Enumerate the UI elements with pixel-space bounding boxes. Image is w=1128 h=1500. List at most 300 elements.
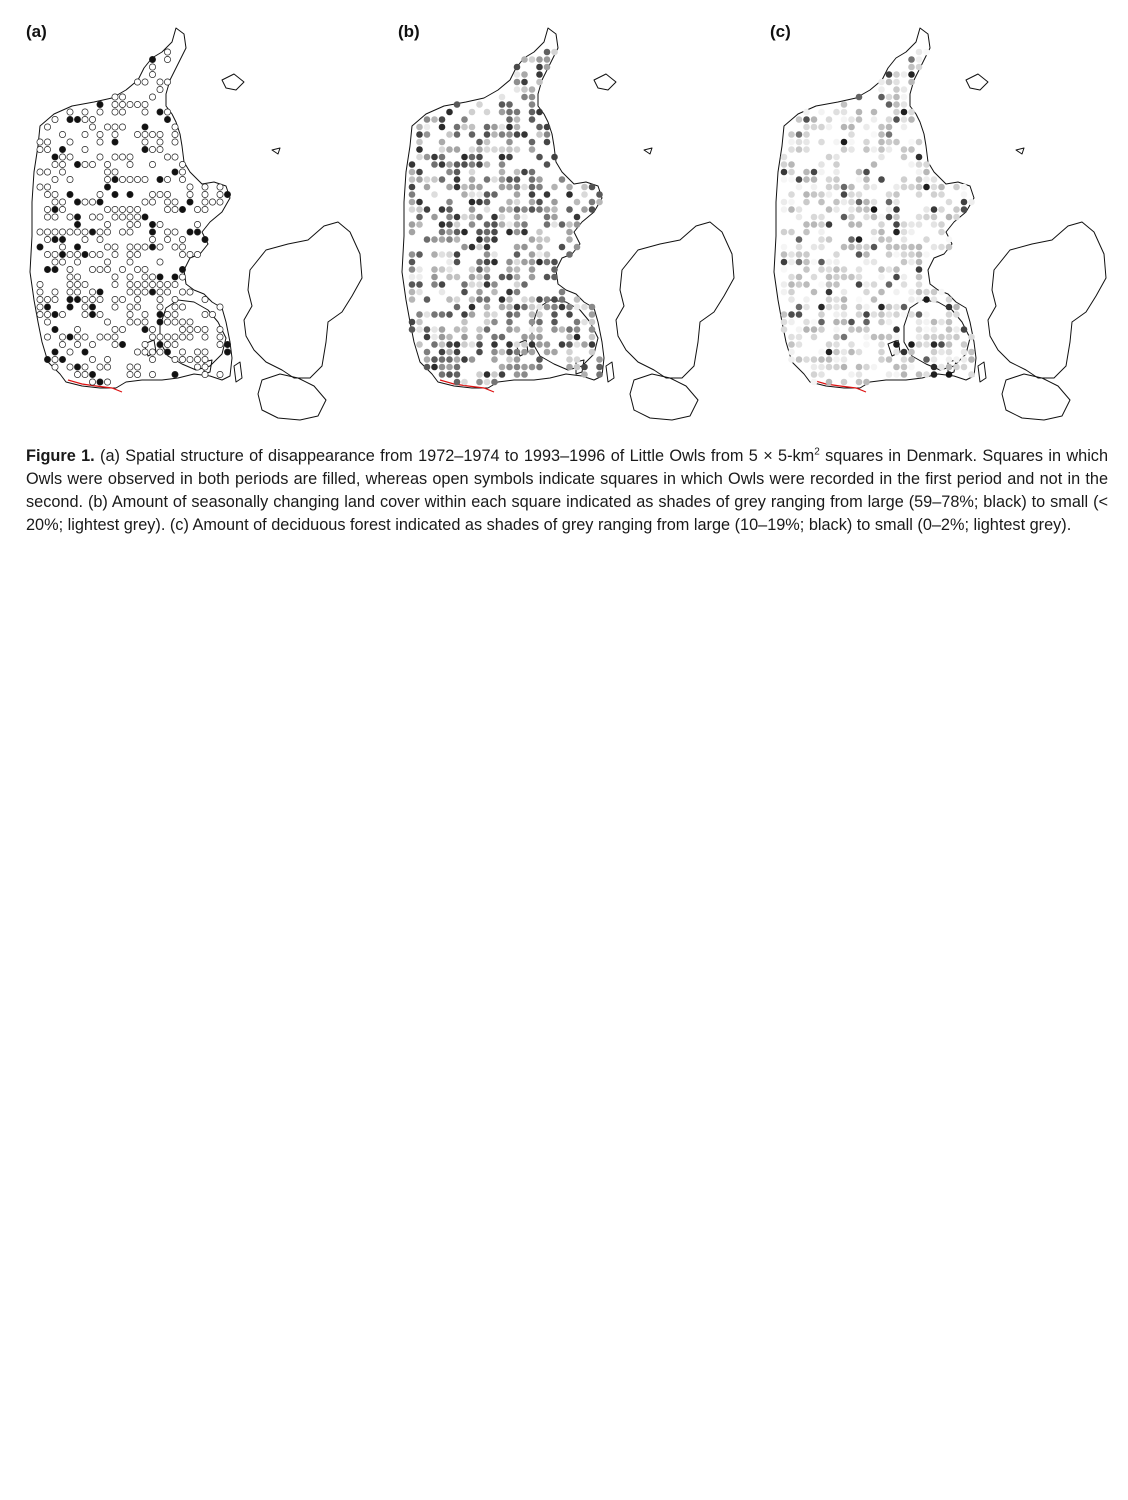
shaded-square-marker	[878, 334, 885, 341]
open-square-marker	[37, 169, 43, 175]
filled-square-marker	[142, 326, 148, 332]
filled-square-marker	[224, 349, 230, 355]
shaded-square-marker	[461, 229, 468, 236]
shaded-square-marker	[796, 281, 803, 288]
shaded-square-marker	[566, 229, 573, 236]
coastline	[966, 74, 988, 90]
shaded-square-marker	[931, 184, 938, 191]
open-square-marker	[209, 199, 215, 205]
filled-square-marker	[59, 236, 65, 242]
shaded-square-marker	[484, 146, 491, 153]
shaded-square-marker	[818, 311, 825, 318]
shaded-square-marker	[833, 326, 840, 333]
shaded-square-marker	[833, 274, 840, 281]
open-square-marker	[37, 184, 43, 190]
open-square-marker	[217, 334, 223, 340]
shaded-square-marker	[439, 206, 446, 213]
open-square-marker	[112, 169, 118, 175]
shaded-square-marker	[818, 191, 825, 198]
shaded-square-marker	[878, 79, 885, 86]
shaded-square-marker	[781, 161, 788, 168]
shaded-square-marker	[833, 176, 840, 183]
filled-square-marker	[59, 251, 65, 257]
shaded-square-marker	[491, 146, 498, 153]
shaded-square-marker	[908, 116, 915, 123]
open-square-marker	[179, 334, 185, 340]
shaded-square-marker	[886, 356, 893, 363]
shaded-square-marker	[878, 124, 885, 131]
shaded-square-marker	[901, 304, 908, 311]
shaded-square-marker	[893, 191, 900, 198]
open-square-marker	[37, 146, 43, 152]
shaded-square-marker	[953, 184, 960, 191]
shaded-square-marker	[559, 289, 566, 296]
shaded-square-marker	[544, 161, 551, 168]
shaded-square-marker	[536, 326, 543, 333]
shaded-square-marker	[566, 304, 573, 311]
shaded-square-marker	[908, 221, 915, 228]
shaded-square-marker	[514, 281, 521, 288]
open-square-marker	[119, 124, 125, 130]
shaded-square-marker	[514, 259, 521, 266]
open-square-marker	[202, 199, 208, 205]
shaded-square-marker	[461, 356, 468, 363]
open-square-marker	[134, 364, 140, 370]
shaded-square-marker	[946, 236, 953, 243]
shaded-square-marker	[484, 236, 491, 243]
open-square-marker	[44, 236, 50, 242]
shaded-square-marker	[514, 116, 521, 123]
shaded-square-marker	[848, 341, 855, 348]
shaded-square-marker	[581, 319, 588, 326]
shaded-square-marker	[856, 176, 863, 183]
shaded-square-marker	[811, 221, 818, 228]
shaded-square-marker	[893, 349, 900, 356]
filled-square-marker	[179, 206, 185, 212]
open-square-marker	[97, 311, 103, 317]
open-square-marker	[104, 259, 110, 265]
shaded-square-marker	[788, 161, 795, 168]
shaded-square-marker	[484, 161, 491, 168]
shaded-square-marker	[901, 236, 908, 243]
shaded-square-marker	[544, 214, 551, 221]
shaded-square-marker	[848, 184, 855, 191]
open-square-marker	[112, 281, 118, 287]
open-square-marker	[74, 289, 80, 295]
shaded-square-marker	[946, 199, 953, 206]
shaded-square-marker	[878, 86, 885, 93]
shaded-square-marker	[409, 184, 416, 191]
shaded-square-marker	[901, 146, 908, 153]
shaded-square-marker	[469, 221, 476, 228]
shaded-square-marker	[529, 191, 536, 198]
open-square-marker	[127, 304, 133, 310]
shaded-square-marker	[484, 229, 491, 236]
shaded-square-marker	[566, 334, 573, 341]
shaded-square-marker	[476, 214, 483, 221]
shaded-square-marker	[551, 296, 558, 303]
open-square-marker	[194, 206, 200, 212]
open-square-marker	[179, 274, 185, 280]
shaded-square-marker	[476, 259, 483, 266]
shaded-square-marker	[544, 304, 551, 311]
shaded-square-marker	[901, 116, 908, 123]
open-square-marker	[112, 296, 118, 302]
shaded-square-marker	[848, 214, 855, 221]
shaded-square-marker	[476, 199, 483, 206]
shaded-square-marker	[856, 364, 863, 371]
open-square-marker	[157, 281, 163, 287]
shaded-square-marker	[439, 364, 446, 371]
open-square-marker	[149, 94, 155, 100]
shaded-square-marker	[856, 199, 863, 206]
shaded-square-marker	[409, 281, 416, 288]
shaded-square-marker	[841, 214, 848, 221]
shaded-square-marker	[491, 334, 498, 341]
shaded-square-marker	[931, 191, 938, 198]
shaded-square-marker	[886, 251, 893, 258]
shaded-square-marker	[439, 236, 446, 243]
open-square-marker	[164, 319, 170, 325]
shaded-square-marker	[811, 191, 818, 198]
shaded-square-marker	[566, 236, 573, 243]
shaded-square-marker	[529, 319, 536, 326]
shaded-square-marker	[476, 191, 483, 198]
shaded-square-marker	[826, 341, 833, 348]
open-square-marker	[157, 139, 163, 145]
shaded-square-marker	[961, 206, 968, 213]
open-square-marker	[134, 251, 140, 257]
shaded-square-marker	[431, 214, 438, 221]
open-square-marker	[149, 131, 155, 137]
shaded-square-marker	[953, 364, 960, 371]
open-square-marker	[119, 266, 125, 272]
open-square-marker	[179, 289, 185, 295]
shaded-square-marker	[901, 244, 908, 251]
shaded-square-marker	[848, 371, 855, 378]
shaded-square-marker	[454, 214, 461, 221]
shaded-square-marker	[506, 266, 513, 273]
shaded-square-marker	[446, 311, 453, 318]
shaded-square-marker	[908, 364, 915, 371]
open-square-marker	[104, 244, 110, 250]
open-square-marker	[194, 356, 200, 362]
shaded-square-marker	[416, 214, 423, 221]
open-square-marker	[179, 356, 185, 362]
open-square-marker	[37, 304, 43, 310]
shaded-square-marker	[514, 131, 521, 138]
shaded-square-marker	[856, 311, 863, 318]
shaded-square-marker	[916, 154, 923, 161]
shaded-square-marker	[856, 109, 863, 116]
open-square-marker	[52, 176, 58, 182]
shaded-square-marker	[439, 371, 446, 378]
shaded-square-marker	[439, 221, 446, 228]
filled-square-marker	[142, 146, 148, 152]
shaded-square-marker	[529, 311, 536, 318]
shaded-square-marker	[476, 289, 483, 296]
shaded-square-marker	[461, 214, 468, 221]
shaded-square-marker	[811, 364, 818, 371]
open-square-marker	[44, 229, 50, 235]
shaded-square-marker	[781, 266, 788, 273]
open-square-marker	[194, 221, 200, 227]
shaded-square-marker	[931, 356, 938, 363]
open-square-marker	[134, 244, 140, 250]
shaded-square-marker	[841, 334, 848, 341]
shaded-square-marker	[916, 56, 923, 63]
shaded-square-marker	[788, 319, 795, 326]
shaded-square-marker	[916, 319, 923, 326]
open-square-marker	[157, 221, 163, 227]
shaded-square-marker	[788, 169, 795, 176]
shaded-square-marker	[893, 79, 900, 86]
shaded-square-marker	[529, 109, 536, 116]
open-square-marker	[67, 289, 73, 295]
open-square-marker	[67, 139, 73, 145]
open-square-marker	[82, 116, 88, 122]
shaded-square-marker	[788, 334, 795, 341]
open-square-marker	[82, 364, 88, 370]
shaded-square-marker	[476, 379, 483, 386]
filled-square-marker	[67, 296, 73, 302]
filled-square-marker	[157, 311, 163, 317]
shaded-square-marker	[946, 349, 953, 356]
shaded-square-marker	[506, 101, 513, 108]
shaded-square-marker	[931, 334, 938, 341]
shaded-square-marker	[811, 124, 818, 131]
coastline	[594, 74, 616, 90]
shaded-square-marker	[788, 199, 795, 206]
shaded-square-marker	[818, 221, 825, 228]
shaded-square-marker	[878, 289, 885, 296]
open-square-marker	[127, 281, 133, 287]
shaded-square-marker	[871, 109, 878, 116]
open-square-marker	[59, 311, 65, 317]
shaded-square-marker	[416, 199, 423, 206]
open-square-marker	[202, 311, 208, 317]
shaded-square-marker	[916, 289, 923, 296]
coastline	[630, 374, 698, 420]
shaded-square-marker	[893, 221, 900, 228]
shaded-square-marker	[574, 319, 581, 326]
shaded-square-marker	[409, 199, 416, 206]
shaded-square-marker	[826, 154, 833, 161]
shaded-square-marker	[544, 124, 551, 131]
open-square-marker	[97, 266, 103, 272]
shaded-square-marker	[916, 161, 923, 168]
shaded-square-marker	[476, 334, 483, 341]
shaded-square-marker	[491, 289, 498, 296]
shaded-square-marker	[803, 221, 810, 228]
shaded-square-marker	[871, 244, 878, 251]
shaded-square-marker	[514, 266, 521, 273]
shaded-square-marker	[841, 311, 848, 318]
shaded-square-marker	[536, 236, 543, 243]
shaded-square-marker	[491, 371, 498, 378]
shaded-square-marker	[461, 154, 468, 161]
shaded-square-marker	[961, 356, 968, 363]
open-square-marker	[172, 229, 178, 235]
shaded-square-marker	[476, 236, 483, 243]
shaded-square-marker	[446, 161, 453, 168]
shaded-square-marker	[454, 221, 461, 228]
shaded-square-marker	[863, 124, 870, 131]
shaded-square-marker	[484, 244, 491, 251]
shaded-square-marker	[818, 259, 825, 266]
shaded-square-marker	[811, 274, 818, 281]
shaded-square-marker	[596, 364, 603, 371]
shaded-square-marker	[841, 289, 848, 296]
shaded-square-marker	[788, 274, 795, 281]
shaded-square-marker	[476, 184, 483, 191]
shaded-square-marker	[788, 131, 795, 138]
shaded-square-marker	[551, 326, 558, 333]
shaded-square-marker	[431, 341, 438, 348]
shaded-square-marker	[856, 169, 863, 176]
shaded-square-marker	[439, 281, 446, 288]
shaded-square-marker	[506, 229, 513, 236]
open-square-marker	[179, 176, 185, 182]
shaded-square-marker	[818, 326, 825, 333]
shaded-square-marker	[953, 334, 960, 341]
shaded-square-marker	[469, 311, 476, 318]
shaded-square-marker	[416, 319, 423, 326]
shaded-square-marker	[863, 184, 870, 191]
filled-square-marker	[149, 56, 155, 62]
shaded-square-marker	[893, 109, 900, 116]
shaded-square-marker	[574, 214, 581, 221]
shaded-square-marker	[796, 214, 803, 221]
shaded-square-marker	[788, 311, 795, 318]
shaded-square-marker	[803, 304, 810, 311]
open-square-marker	[127, 161, 133, 167]
caption-text-1: (a) Spatial structure of disappearance from 1972–1974 to 1993–1996 of Little Owls from 5 × 5-km	[94, 447, 815, 465]
shaded-square-marker	[916, 169, 923, 176]
open-square-marker	[82, 281, 88, 287]
shaded-square-marker	[893, 184, 900, 191]
shaded-square-marker	[811, 184, 818, 191]
shaded-square-marker	[551, 274, 558, 281]
shaded-square-marker	[409, 161, 416, 168]
shaded-square-marker	[818, 319, 825, 326]
dots-group	[409, 49, 603, 386]
shaded-square-marker	[796, 341, 803, 348]
open-square-marker	[82, 109, 88, 115]
shaded-square-marker	[514, 274, 521, 281]
open-square-marker	[67, 214, 73, 220]
shaded-square-marker	[514, 341, 521, 348]
shaded-square-marker	[439, 154, 446, 161]
filled-square-marker	[37, 244, 43, 250]
filled-square-marker	[149, 244, 155, 250]
shaded-square-marker	[781, 199, 788, 206]
open-square-marker	[82, 146, 88, 152]
shaded-square-marker	[416, 146, 423, 153]
open-square-marker	[149, 349, 155, 355]
shaded-square-marker	[781, 176, 788, 183]
shaded-square-marker	[521, 296, 528, 303]
open-square-marker	[127, 221, 133, 227]
open-square-marker	[74, 281, 80, 287]
open-square-marker	[52, 364, 58, 370]
shaded-square-marker	[476, 139, 483, 146]
shaded-square-marker	[901, 101, 908, 108]
shaded-square-marker	[431, 364, 438, 371]
shaded-square-marker	[529, 199, 536, 206]
shaded-square-marker	[506, 131, 513, 138]
shaded-square-marker	[826, 184, 833, 191]
shaded-square-marker	[886, 124, 893, 131]
shaded-square-marker	[833, 109, 840, 116]
shaded-square-marker	[833, 169, 840, 176]
shaded-square-marker	[499, 304, 506, 311]
open-square-marker	[172, 124, 178, 130]
shaded-square-marker	[841, 274, 848, 281]
shaded-square-marker	[893, 274, 900, 281]
shaded-square-marker	[871, 296, 878, 303]
shaded-square-marker	[521, 206, 528, 213]
shaded-square-marker	[833, 259, 840, 266]
open-square-marker	[44, 319, 50, 325]
shaded-square-marker	[409, 191, 416, 198]
shaded-square-marker	[893, 94, 900, 101]
shaded-square-marker	[901, 109, 908, 116]
shaded-square-marker	[938, 289, 945, 296]
open-square-marker	[89, 199, 95, 205]
filled-square-marker	[89, 304, 95, 310]
open-square-marker	[112, 154, 118, 160]
shaded-square-marker	[484, 266, 491, 273]
shaded-square-marker	[506, 274, 513, 281]
open-square-marker	[74, 326, 80, 332]
open-square-marker	[149, 161, 155, 167]
filled-square-marker	[89, 311, 95, 317]
shaded-square-marker	[544, 259, 551, 266]
shaded-square-marker	[469, 206, 476, 213]
open-square-marker	[74, 334, 80, 340]
filled-square-marker	[52, 154, 58, 160]
shaded-square-marker	[439, 146, 446, 153]
shaded-square-marker	[506, 116, 513, 123]
shaded-square-marker	[409, 266, 416, 273]
shaded-square-marker	[803, 176, 810, 183]
shaded-square-marker	[818, 109, 825, 116]
shaded-square-marker	[469, 169, 476, 176]
open-square-marker	[104, 176, 110, 182]
shaded-square-marker	[818, 161, 825, 168]
open-square-marker	[172, 341, 178, 347]
shaded-square-marker	[803, 199, 810, 206]
shaded-square-marker	[461, 116, 468, 123]
shaded-square-marker	[431, 356, 438, 363]
shaded-square-marker	[833, 251, 840, 258]
filled-square-marker	[172, 274, 178, 280]
open-square-marker	[149, 191, 155, 197]
shaded-square-marker	[536, 259, 543, 266]
shaded-square-marker	[901, 221, 908, 228]
shaded-square-marker	[833, 199, 840, 206]
shaded-square-marker	[811, 176, 818, 183]
shaded-square-marker	[469, 199, 476, 206]
shaded-square-marker	[484, 199, 491, 206]
shaded-square-marker	[938, 364, 945, 371]
shaded-square-marker	[818, 364, 825, 371]
shaded-square-marker	[931, 296, 938, 303]
coastline	[978, 362, 986, 382]
open-square-marker	[217, 199, 223, 205]
filled-square-marker	[44, 266, 50, 272]
